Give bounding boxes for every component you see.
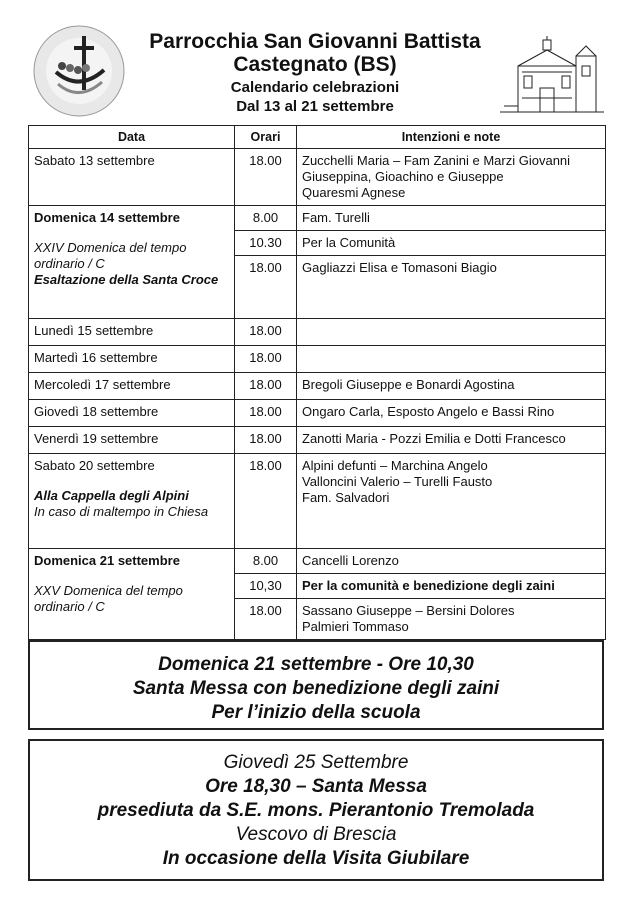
table-row: [29, 549, 606, 574]
announcement-line: Giovedì 25 Settembre: [223, 752, 409, 773]
time-cell: 18.00: [235, 373, 297, 400]
location-note: Alla Cappella degli Alpini: [34, 488, 189, 503]
announcement-line: Ore 18,30 – Santa Messa: [205, 776, 427, 797]
table-row: [29, 206, 606, 231]
intention-line: Sassano Giuseppe – Bersini Dolores: [302, 603, 515, 618]
date-cell: Martedì 16 settembre: [29, 346, 235, 373]
header-titles: [130, 30, 500, 116]
date-cell: [29, 549, 235, 640]
parish-name: Parrocchia San Giovanni Battista: [149, 30, 481, 53]
announcement-line: Vescovo di Brescia: [235, 824, 397, 845]
feast-note: Esaltazione della Santa Croce: [34, 272, 219, 287]
intention-cell: [297, 346, 606, 373]
announcement-line: presediuta da S.E. mons. Pierantonio Tremolada: [97, 800, 535, 821]
announcement-zaini: [28, 640, 604, 730]
table-row: [29, 373, 606, 400]
announcement-line: Domenica 21 settembre - Ore 10,30: [158, 654, 474, 675]
date-cell: [29, 454, 235, 549]
announcement-visita-giubilare: [28, 739, 604, 881]
announcement-line: Per l’inizio della scuola: [211, 702, 421, 723]
table-row: [29, 346, 606, 373]
intention-line: Valloncini Valerio – Turelli Fausto: [302, 474, 493, 489]
liturgy-note: XXIV Domenica del tempo ordinario / C: [34, 240, 187, 271]
jubilee-logo: [32, 24, 126, 118]
time-cell: 18.00: [235, 256, 297, 319]
time-cell: 8.00: [235, 549, 297, 574]
calendar-title: Calendario celebrazioni: [230, 79, 400, 96]
celebrations-table: [28, 125, 606, 640]
time-cell: 8.00: [235, 206, 297, 231]
time-cell: 18.00: [235, 149, 297, 206]
intention-cell: Per la comunità e benedizione degli zaini: [297, 574, 606, 599]
intention-cell: Zanotti Maria - Pozzi Emilia e Dotti Francesco: [297, 427, 606, 454]
page-header: [0, 0, 639, 122]
intention-line: Alpini defunti – Marchina Angelo: [302, 458, 488, 473]
intention-cell: Cancelli Lorenzo: [297, 549, 606, 574]
time-cell: 18.00: [235, 319, 297, 346]
date-cell: Mercoledì 17 settembre: [29, 373, 235, 400]
date-cell: [29, 206, 235, 319]
header-data: Data: [29, 126, 235, 149]
table-header-row: [29, 126, 606, 149]
intention-cell: [297, 599, 606, 640]
intention-line: Fam. Salvadori: [302, 490, 390, 505]
header-orari: Orari: [235, 126, 297, 149]
date-label: Domenica 21 settembre: [34, 553, 180, 568]
date-cell: Giovedì 18 settembre: [29, 400, 235, 427]
church-drawing: [500, 36, 604, 116]
intention-cell: Ongaro Carla, Esposto Angelo e Bassi Rino: [297, 400, 606, 427]
announcement-line: In occasione della Visita Giubilare: [162, 848, 470, 869]
date-label: Domenica 14 settembre: [34, 210, 180, 225]
parish-town: Castegnato (BS): [233, 53, 397, 76]
intention-line: Zucchelli Maria – Fam Zanini e Marzi Giovanni: [302, 153, 571, 168]
table-row: [29, 149, 606, 206]
time-cell: 18.00: [235, 400, 297, 427]
liturgy-note: XXV Domenica del tempo ordinario / C: [34, 583, 183, 614]
time-cell: 18.00: [235, 427, 297, 454]
time-cell: 18.00: [235, 346, 297, 373]
intention-cell: Gagliazzi Elisa e Tomasoni Biagio: [297, 256, 606, 319]
date-cell: Lunedì 15 settembre: [29, 319, 235, 346]
intention-line: Palmieri Tommaso: [302, 619, 409, 634]
time-cell: 18.00: [235, 599, 297, 640]
table-row: [29, 400, 606, 427]
date-label: Sabato 20 settembre: [34, 458, 155, 473]
time-cell: 10.30: [235, 231, 297, 256]
table-row: [29, 319, 606, 346]
table-row: [29, 427, 606, 454]
weather-note: In caso di maltempo in Chiesa: [34, 504, 209, 519]
intention-cell: [297, 149, 606, 206]
intention-line: Quaresmi Agnese: [302, 185, 406, 200]
intention-cell: Bregoli Giuseppe e Bonardi Agostina: [297, 373, 606, 400]
header-intenzioni: Intenzioni e note: [297, 126, 606, 149]
intention-line: Giuseppina, Gioachino e Giuseppe: [302, 169, 504, 184]
date-cell: Sabato 13 settembre: [29, 149, 235, 206]
time-cell: 10,30: [235, 574, 297, 599]
announcement-line: Santa Messa con benedizione degli zaini: [132, 678, 500, 699]
intention-cell: Per la Comunità: [297, 231, 606, 256]
date-cell: Venerdì 19 settembre: [29, 427, 235, 454]
calendar-period: Dal 13 al 21 settembre: [236, 98, 394, 115]
intention-cell: Fam. Turelli: [297, 206, 606, 231]
time-cell: 18.00: [235, 454, 297, 549]
table-row: [29, 454, 606, 549]
intention-cell: [297, 454, 606, 549]
intention-cell: [297, 319, 606, 346]
